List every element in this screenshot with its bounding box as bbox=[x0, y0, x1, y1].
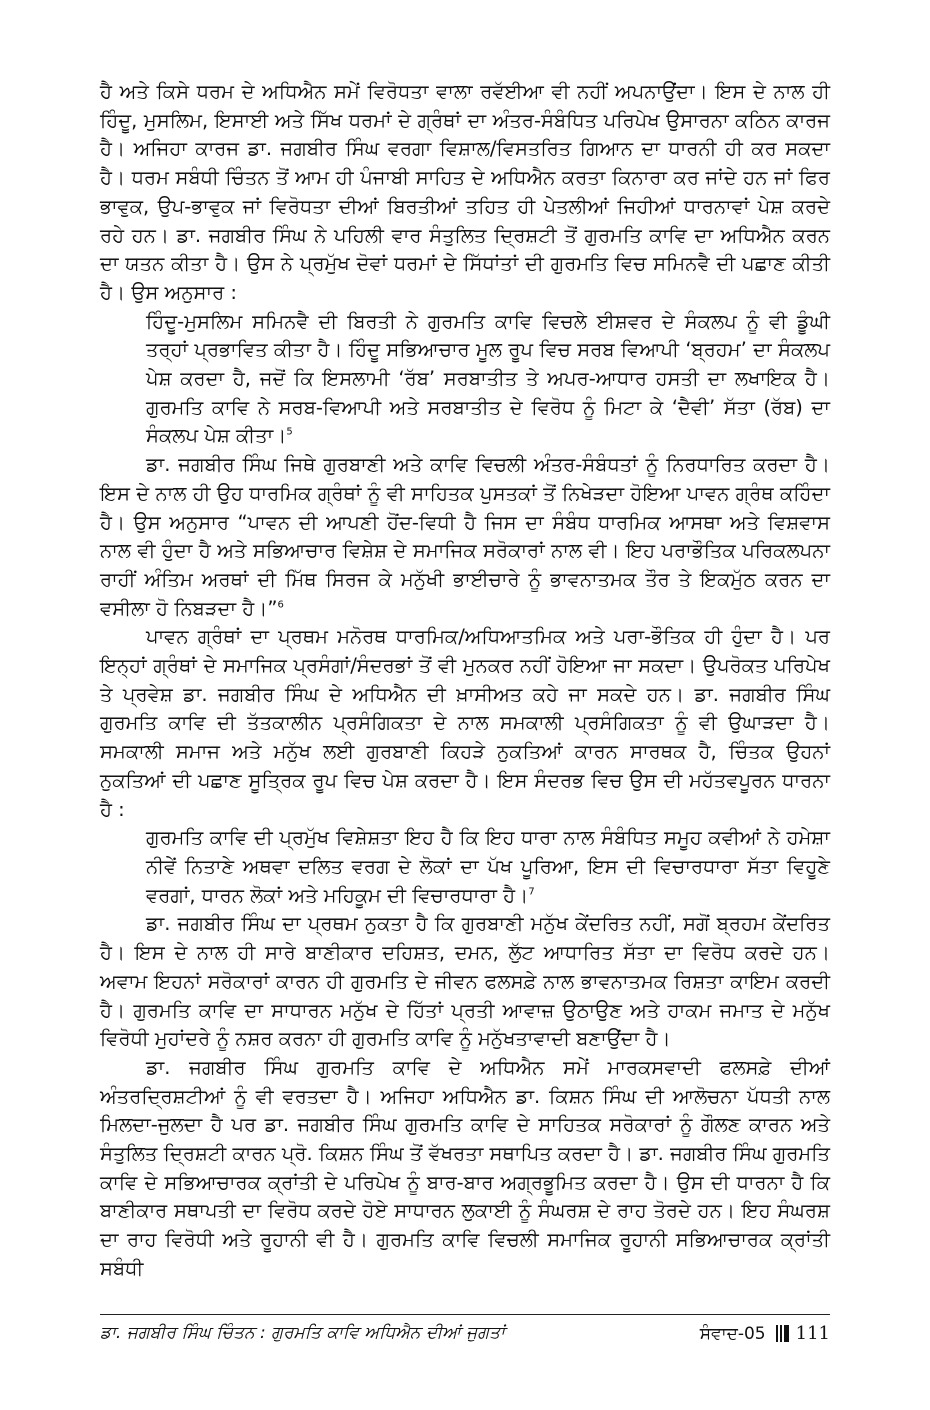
block-quote-1: ਹਿੰਦੂ-ਮੁਸਲਿਮ ਸਮਿਨਵੈ ਦੀ ਬਿਰਤੀ ਨੇ ਗੁਰਮਤਿ ਕਾਵਿ ਵਿਚਲੇ ਈਸ਼ਵਰ ਦੇ ਸੰਕਲਪ ਨੂੰ ਵੀ ਡੂੰਘੀ ਤਰ੍ਹਾਂ ਪ੍ਰਭਾਵਿਤ ਕੀਤਾ ਹੈ। ਹਿੰਦੂ ਸਭਿਆਚਾਰ ਮੂਲ ਰੂਪ ਵਿਚ ਸਰਬ ਵਿਆਪੀ ‘ਬ੍ਰਹਮ’ ਦਾ ਸੰਕਲਪ ਪੇਸ਼ ਕਰਦਾ ਹੈ, ਜਦੋਂ ਕਿ ਇਸਲਾਮੀ ‘ਰੱਬ’ ਸਰਬਾਤੀਤ ਤੇ ਅਪਰ-ਆਧਾਰ ਹਸਤੀ ਦਾ ਲਖਾਇਕ ਹੈ। ਗੁਰਮਤਿ ਕਾਵਿ ਨੇ ਸਰਬ-ਵਿਆਪੀ ਅਤੇ ਸਰਬਾਤੀਤ ਦੇ ਵਿਰੋਧ ਨੂੰ ਮਿਟਾ ਕੇ ‘ਦੈਵੀ’ ਸੱਤਾ (ਰੱਬ) ਦਾ ਸੰਕਲਪ ਪੇਸ਼ ਕੀਤਾ।$^5$ bbox=[146, 309, 830, 448]
page-body bbox=[100, 78, 830, 1284]
footnote-ref-6[interactable]: 6 bbox=[277, 599, 284, 611]
page-footer bbox=[100, 1323, 830, 1351]
footer-right bbox=[700, 1323, 830, 1344]
journal-name: ਸੰਵਾਦ-05 bbox=[699, 1323, 766, 1344]
footnote-ref-7[interactable]: 7 bbox=[528, 886, 535, 898]
footer-bars-icon bbox=[776, 1325, 789, 1342]
footer-rule bbox=[100, 1314, 830, 1315]
page-number: 111 bbox=[795, 1323, 830, 1344]
paragraph-3: ਪਾਵਨ ਗ੍ਰੰਥਾਂ ਦਾ ਪ੍ਰਥਮ ਮਨੋਰਥ ਧਾਰਮਿਕ/ਅਧਿਆਤਮਿਕ ਅਤੇ ਪਰਾ-ਭੌਤਿਕ ਹੀ ਹੁੰਦਾ ਹੈ। ਪਰ ਇਨ੍ਹਾਂ ਗ੍ਰੰਥਾਂ ਦੇ ਸਮਾਜਿਕ ਪ੍ਰਸੰਗਾਂ/ਸੰਦਰਭਾਂ ਤੋਂ ਵੀ ਮੁਨਕਰ ਨਹੀਂ ਹੋਇਆ ਜਾ ਸਕਦਾ। ਉਪਰੋਕਤ ਪਰਿਪੇਖ ਤੇ ਪ੍ਰਵੇਸ਼ ਡਾ. ਜਗਬੀਰ ਸਿੰਘ ਦੇ ਅਧਿਐਨ ਦੀ ਖ਼ਾਸੀਅਤ ਕਹੇ ਜਾ ਸਕਦੇ ਹਨ। ਡਾ. ਜਗਬੀਰ ਸਿੰਘ ਗੁਰਮਤਿ ਕਾਵਿ ਦੀ ਤੱਤਕਾਲੀਨ ਪ੍ਰਸੰਗਿਕਤਾ ਦੇ ਨਾਲ ਸਮਕਾਲੀ ਪ੍ਰਸੰਗਿਕਤਾ ਨੂੰ ਵੀ ਉਘਾੜਦਾ ਹੈ। ਸਮਕਾਲੀ ਸਮਾਜ ਅਤੇ ਮਨੁੱਖ ਲਈ ਗੁਰਬਾਣੀ ਕਿਹੜੇ ਨੁਕਤਿਆਂ ਕਾਰਨ ਸਾਰਥਕ ਹੈ, ਚਿੰਤਕ ਉਹਨਾਂ ਨੁਕਤਿਆਂ ਦੀ ਪਛਾਣ ਸੂਤ੍ਰਿਕ ਰੂਪ ਵਿਚ ਪੇਸ਼ ਕਰਦਾ ਹੈ। ਇਸ ਸੰਦਰਭ ਵਿਚ ਉਸ ਦੀ ਮਹੱਤਵਪੂਰਨ ਧਾਰਨਾ ਹੈ : bbox=[100, 625, 830, 821]
footer-title: ਡਾ. ਜਗਬੀਰ ਸਿੰਘ ਚਿੰਤਨ : ਗੁਰਮਤਿ ਕਾਵਿ ਅਧਿਐਨ ਦੀਆਂ ਜੁਗਤਾਂ bbox=[100, 1323, 505, 1343]
footnote-ref-5[interactable]: 5 bbox=[286, 426, 293, 438]
block-quote-2: ਗੁਰਮਤਿ ਕਾਵਿ ਦੀ ਪ੍ਰਮੁੱਖ ਵਿਸ਼ੇਸ਼ਤਾ ਇਹ ਹੈ ਕਿ ਇਹ ਧਾਰਾ ਨਾਲ ਸੰਬੰਧਿਤ ਸਮੂਹ ਕਵੀਆਂ ਨੇ ਹਮੇਸ਼ਾ ਨੀਵੇਂ ਨਿਤਾਣੇ ਅਥਵਾ ਦਲਿਤ ਵਰਗ ਦੇ ਲੋਕਾਂ ਦਾ ਪੱਖ ਪੂਰਿਆ, ਇਸ ਦੀ ਵਿਚਾਰਧਾਰਾ ਸੱਤਾ ਵਿਹੂਣੇ ਵਰਗਾਂ, ਧਾਰਨ ਲੋਕਾਂ ਅਤੇ ਮਹਿਕੂਮ ਦੀ ਵਿਚਾਰਧਾਰਾ ਹੈ।$^7$ bbox=[146, 826, 830, 907]
paragraph-1: ਹੈ ਅਤੇ ਕਿਸੇ ਧਰਮ ਦੇ ਅਧਿਐਨ ਸਮੇਂ ਵਿਰੋਧਤਾ ਵਾਲਾ ਰਵੱਈਆ ਵੀ ਨਹੀਂ ਅਪਨਾਉਂਦਾ। ਇਸ ਦੇ ਨਾਲ ਹੀ ਹਿੰਦੂ, ਮੁਸਲਿਮ, ਇਸਾਈ ਅਤੇ ਸਿੱਖ ਧਰਮਾਂ ਦੇ ਗ੍ਰੰਥਾਂ ਦਾ ਅੰਤਰ-ਸੰਬੰਧਿਤ ਪਰਿਪੇਖ ਉਸਾਰਨਾ ਕਠਿਨ ਕਾਰਜ ਹੈ। ਅਜਿਹਾ ਕਾਰਜ ਡਾ. ਜਗਬੀਰ ਸਿੰਘ ਵਰਗਾ ਵਿਸ਼ਾਲ/ਵਿਸਤਰਿਤ ਗਿਆਨ ਦਾ ਧਾਰਨੀ ਹੀ ਕਰ ਸਕਦਾ ਹੈ। ਧਰਮ ਸਬੰਧੀ ਚਿੰਤਨ ਤੋਂ ਆਮ ਹੀ ਪੰਜਾਬੀ ਸਾਹਿਤ ਦੇ ਅਧਿਐਨ ਕਰਤਾ ਕਿਨਾਰਾ ਕਰ ਜਾਂਦੇ ਹਨ ਜਾਂ ਫਿਰ ਭਾਵੁਕ, ਉਪ-ਭਾਵੁਕ ਜਾਂ ਵਿਰੋਧਤਾ ਦੀਆਂ ਬਿਰਤੀਆਂ ਤਹਿਤ ਹੀ ਪੇਤਲੀਆਂ ਜਿਹੀਆਂ ਧਾਰਨਾਵਾਂ ਪੇਸ਼ ਕਰਦੇ ਰਹੇ ਹਨ। ਡਾ. ਜਗਬੀਰ ਸਿੰਘ ਨੇ ਪਹਿਲੀ ਵਾਰ ਸੰਤੁਲਿਤ ਦ੍ਰਿਸ਼ਟੀ ਤੋਂ ਗੁਰਮਤਿ ਕਾਵਿ ਦਾ ਅਧਿਐਨ ਕਰਨ ਦਾ ਯਤਨ ਕੀਤਾ ਹੈ। ਉਸ ਨੇ ਪ੍ਰਮੁੱਖ ਦੋਵਾਂ ਧਰਮਾਂ ਦੇ ਸਿੱਧਾਂਤਾਂ ਦੀ ਗੁਰਮਤਿ ਵਿਚ ਸਮਿਨਵੈ ਦੀ ਪਛਾਣ ਕੀਤੀ ਹੈ। ਉਸ ਅਨੁਸਾਰ : bbox=[100, 80, 830, 304]
paragraph-5: ਡਾ. ਜਗਬੀਰ ਸਿੰਘ ਗੁਰਮਤਿ ਕਾਵਿ ਦੇ ਅਧਿਐਨ ਸਮੇਂ ਮਾਰਕਸਵਾਦੀ ਫਲਸਫ਼ੇ ਦੀਆਂ ਅੰਤਰਦ੍ਰਿਸ਼ਟੀਆਂ ਨੂੰ ਵੀ ਵਰਤਦਾ ਹੈ। ਅਜਿਹਾ ਅਧਿਐਨ ਡਾ. ਕਿਸ਼ਨ ਸਿੰਘ ਦੀ ਆਲੋਚਨਾ ਪੱਧਤੀ ਨਾਲ ਮਿਲਦਾ-ਜੁਲਦਾ ਹੈ ਪਰ ਡਾ. ਜਗਬੀਰ ਸਿੰਘ ਗੁਰਮਤਿ ਕਾਵਿ ਦੇ ਸਾਹਿਤਕ ਸਰੋਕਾਰਾਂ ਨੂੰ ਗੌਲਣ ਕਾਰਨ ਅਤੇ ਸੰਤੁਲਿਤ ਦ੍ਰਿਸ਼ਟੀ ਕਾਰਨ ਪ੍ਰੋ. ਕਿਸ਼ਨ ਸਿੰਘ ਤੋਂ ਵੱਖਰਤਾ ਸਥਾਪਿਤ ਕਰਦਾ ਹੈ। ਡਾ. ਜਗਬੀਰ ਸਿੰਘ ਗੁਰਮਤਿ ਕਾਵਿ ਦੇ ਸਭਿਆਚਾਰਕ ਕ੍ਰਾਂਤੀ ਦੇ ਪਰਿਪੇਖ ਨੂੰ ਬਾਰ-ਬਾਰ ਅਗ੍ਰਭੂਮਿਤ ਕਰਦਾ ਹੈ। ਉਸ ਦੀ ਧਾਰਨਾ ਹੈ ਕਿ ਬਾਣੀਕਾਰ ਸਥਾਪਤੀ ਦਾ ਵਿਰੋਧ ਕਰਦੇ ਹੋਏ ਸਾਧਾਰਨ ਲੁਕਾਈ ਨੂੰ ਸੰਘਰਸ਼ ਦੇ ਰਾਹ ਤੋਰਦੇ ਹਨ। ਇਹ ਸੰਘਰਸ਼ ਦਾ ਰਾਹ ਵਿਰੋਧੀ ਅਤੇ ਰੂਹਾਨੀ ਵੀ ਹੈ। ਗੁਰਮਤਿ ਕਾਵਿ ਵਿਚਲੀ ਸਮਾਜਿਕ ਰੂਹਾਨੀ ਸਭਿਆਚਾਰਕ ਕ੍ਰਾਂਤੀ ਸਬੰਧੀ bbox=[100, 1055, 830, 1280]
paragraph-2: ਡਾ. ਜਗਬੀਰ ਸਿੰਘ ਜਿਥੇ ਗੁਰਬਾਣੀ ਅਤੇ ਕਾਵਿ ਵਿਚਲੀ ਅੰਤਰ-ਸੰਬੰਧਤਾਂ ਨੂੰ ਨਿਰਧਾਰਿਤ ਕਰਦਾ ਹੈ। ਇਸ ਦੇ ਨਾਲ ਹੀ ਉਹ ਧਾਰਮਿਕ ਗ੍ਰੰਥਾਂ ਨੂੰ ਵੀ ਸਾਹਿਤਕ ਪੁਸਤਕਾਂ ਤੋਂ ਨਿਖੇੜਦਾ ਹੋਇਆ ਪਾਵਨ ਗ੍ਰੰਥ ਕਹਿੰਦਾ ਹੈ। ਉਸ ਅਨੁਸਾਰ “ਪਾਵਨ ਦੀ ਆਪਣੀ ਹੋਂਦ-ਵਿਧੀ ਹੈ ਜਿਸ ਦਾ ਸੰਬੰਧ ਧਾਰਮਿਕ ਆਸਥਾ ਅਤੇ ਵਿਸ਼ਵਾਸ ਨਾਲ ਵੀ ਹੁੰਦਾ ਹੈ ਅਤੇ ਸਭਿਆਚਾਰ ਵਿਸ਼ੇਸ਼ ਦੇ ਸਮਾਜਿਕ ਸਰੋਕਾਰਾਂ ਨਾਲ ਵੀ। ਇਹ ਪਰਾਭੌਤਿਕ ਪਰਿਕਲਪਨਾ ਰਾਹੀਂ ਅੰਤਿਮ ਅਰਥਾਂ ਦੀ ਮਿੱਥ ਸਿਰਜ ਕੇ ਮਨੁੱਖੀ ਭਾਈਚਾਰੇ ਨੂੰ ਭਾਵਨਾਤਮਕ ਤੌਰ ਤੇ ਇਕਮੁੱਠ ਕਰਨ ਦਾ ਵਸੀਲਾ ਹੋ ਨਿਬੜਦਾ ਹੈ।”$^6$ bbox=[100, 453, 830, 620]
paragraph-4: ਡਾ. ਜਗਬੀਰ ਸਿੰਘ ਦਾ ਪ੍ਰਥਮ ਨੁਕਤਾ ਹੈ ਕਿ ਗੁਰਬਾਣੀ ਮਨੁੱਖ ਕੇਂਦਰਿਤ ਨਹੀਂ, ਸਗੋਂ ਬ੍ਰਹਮ ਕੇਂਦਰਿਤ ਹੈ। ਇਸ ਦੇ ਨਾਲ ਹੀ ਸਾਰੇ ਬਾਣੀਕਾਰ ਦਹਿਸ਼ਤ, ਦਮਨ, ਲੁੱਟ ਆਧਾਰਿਤ ਸੱਤਾ ਦਾ ਵਿਰੋਧ ਕਰਦੇ ਹਨ। ਅਵਾਮ ਇਹਨਾਂ ਸਰੋਕਾਰਾਂ ਕਾਰਨ ਹੀ ਗੁਰਮਤਿ ਦੇ ਜੀਵਨ ਫਲਸਫ਼ੇ ਨਾਲ ਭਾਵਨਾਤਮਕ ਰਿਸ਼ਤਾ ਕਾਇਮ ਕਰਦੀ ਹੈ। ਗੁਰਮਤਿ ਕਾਵਿ ਦਾ ਸਾਧਾਰਨ ਮਨੁੱਖ ਦੇ ਹਿੱਤਾਂ ਪ੍ਰਤੀ ਆਵਾਜ਼ ਉਠਾਉਣ ਅਤੇ ਹਾਕਮ ਜਮਾਤ ਦੇ ਮਨੁੱਖ ਵਿਰੋਧੀ ਮੁਹਾਂਦਰੇ ਨੂੰ ਨਸ਼ਰ ਕਰਨਾ ਹੀ ਗੁਰਮਤਿ ਕਾਵਿ ਨੂੰ ਮਨੁੱਖਤਾਵਾਦੀ ਬਣਾਉਂਦਾ ਹੈ। bbox=[100, 912, 830, 1051]
